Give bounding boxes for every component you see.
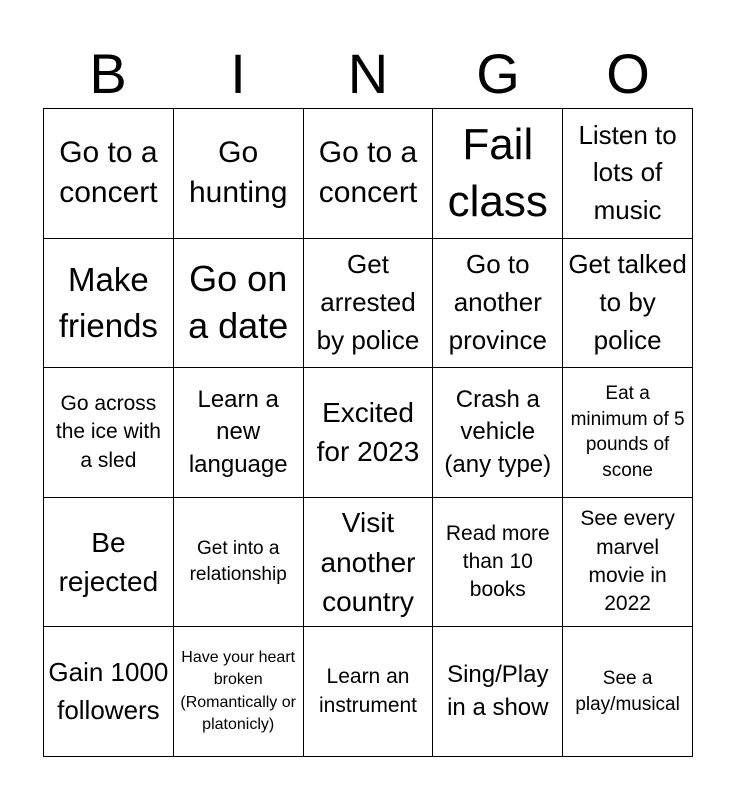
cell-text: Go across the ice with a sled — [55, 391, 161, 472]
cell-text: Sing/Play in a show — [447, 661, 549, 721]
cell-text: Learn an instrument — [318, 665, 418, 717]
bingo-cell-r4-c5[interactable] — [563, 498, 693, 628]
bingo-cell-r4-c2[interactable] — [174, 498, 304, 628]
bingo-cell-r2-c2[interactable] — [174, 239, 304, 369]
cell-text: Gain 1000 followers — [48, 657, 169, 725]
header-letter-b: B — [89, 42, 127, 105]
bingo-cell-r1-c4[interactable] — [433, 109, 563, 239]
cell-text: Eat a minimum of 5 pounds of scone — [570, 383, 685, 482]
cell-text: See a play/musical — [575, 668, 680, 715]
bingo-cell-r5-c3[interactable] — [304, 627, 434, 757]
bingo-cell-r2-c1[interactable] — [44, 239, 174, 369]
bingo-cell-r5-c5[interactable] — [563, 627, 693, 757]
cell-text: See every marvel movie in 2022 — [580, 507, 675, 616]
cell-text: Get arrested by police — [316, 249, 420, 355]
bingo-cell-r4-c3[interactable] — [304, 498, 434, 628]
cell-text: Visit another country — [320, 507, 416, 617]
cell-text: Be rejected — [58, 526, 159, 598]
bingo-cell-r5-c1[interactable] — [44, 627, 174, 757]
bingo-cell-r3-c4[interactable] — [433, 368, 563, 498]
cell-text: Go to a concert — [59, 135, 158, 210]
bingo-cell-r5-c2[interactable] — [174, 627, 304, 757]
bingo-cell-r3-c2[interactable] — [174, 368, 304, 498]
cell-text: Go to another province — [448, 249, 547, 355]
bingo-cell-r2-c3[interactable] — [304, 239, 434, 369]
bingo-cell-r2-c4[interactable] — [433, 239, 563, 369]
bingo-cell-r1-c1[interactable] — [44, 109, 174, 239]
header-letter-o: O — [606, 42, 650, 105]
cell-text: Excited for 2023 — [316, 397, 420, 468]
bingo-cell-r3-c1[interactable] — [44, 368, 174, 498]
bingo-cell-r3-c5[interactable] — [563, 368, 693, 498]
cell-text: Get talked to by police — [568, 249, 687, 355]
bingo-cell-r3-c3[interactable] — [304, 368, 434, 498]
bingo-cell-r5-c4[interactable] — [433, 627, 563, 757]
bingo-cell-r4-c4[interactable] — [433, 498, 563, 628]
cell-text: Go to a concert — [318, 135, 418, 210]
bingo-cell-r2-c5[interactable] — [563, 239, 693, 369]
cell-text: Make friends — [58, 260, 158, 344]
bingo-cell-r1-c3[interactable] — [304, 109, 434, 239]
cell-text: Listen to lots of music — [578, 119, 677, 226]
header-letter-g: G — [476, 42, 520, 105]
bingo-cell-r1-c2[interactable] — [174, 109, 304, 239]
bingo-board — [43, 108, 693, 757]
cell-text: Crash a vehicle (any type) — [444, 385, 552, 478]
bingo-cell-r4-c1[interactable] — [44, 498, 174, 628]
cell-text: Learn a new language — [188, 385, 288, 478]
header-letter-n: N — [347, 42, 389, 105]
cell-text: Go hunting — [188, 135, 288, 210]
cell-text: Have your heart broken (Romantically or platonicly) — [180, 648, 296, 734]
cell-text: Fail class — [447, 120, 548, 227]
bingo-cell-r1-c5[interactable] — [563, 109, 693, 239]
cell-text: Go on a date — [188, 258, 289, 346]
header-letter-i: I — [230, 42, 246, 105]
cell-text: Read more than 10 books — [445, 521, 550, 602]
cell-text: Get into a relationship — [189, 538, 287, 586]
bingo-header — [43, 40, 693, 108]
